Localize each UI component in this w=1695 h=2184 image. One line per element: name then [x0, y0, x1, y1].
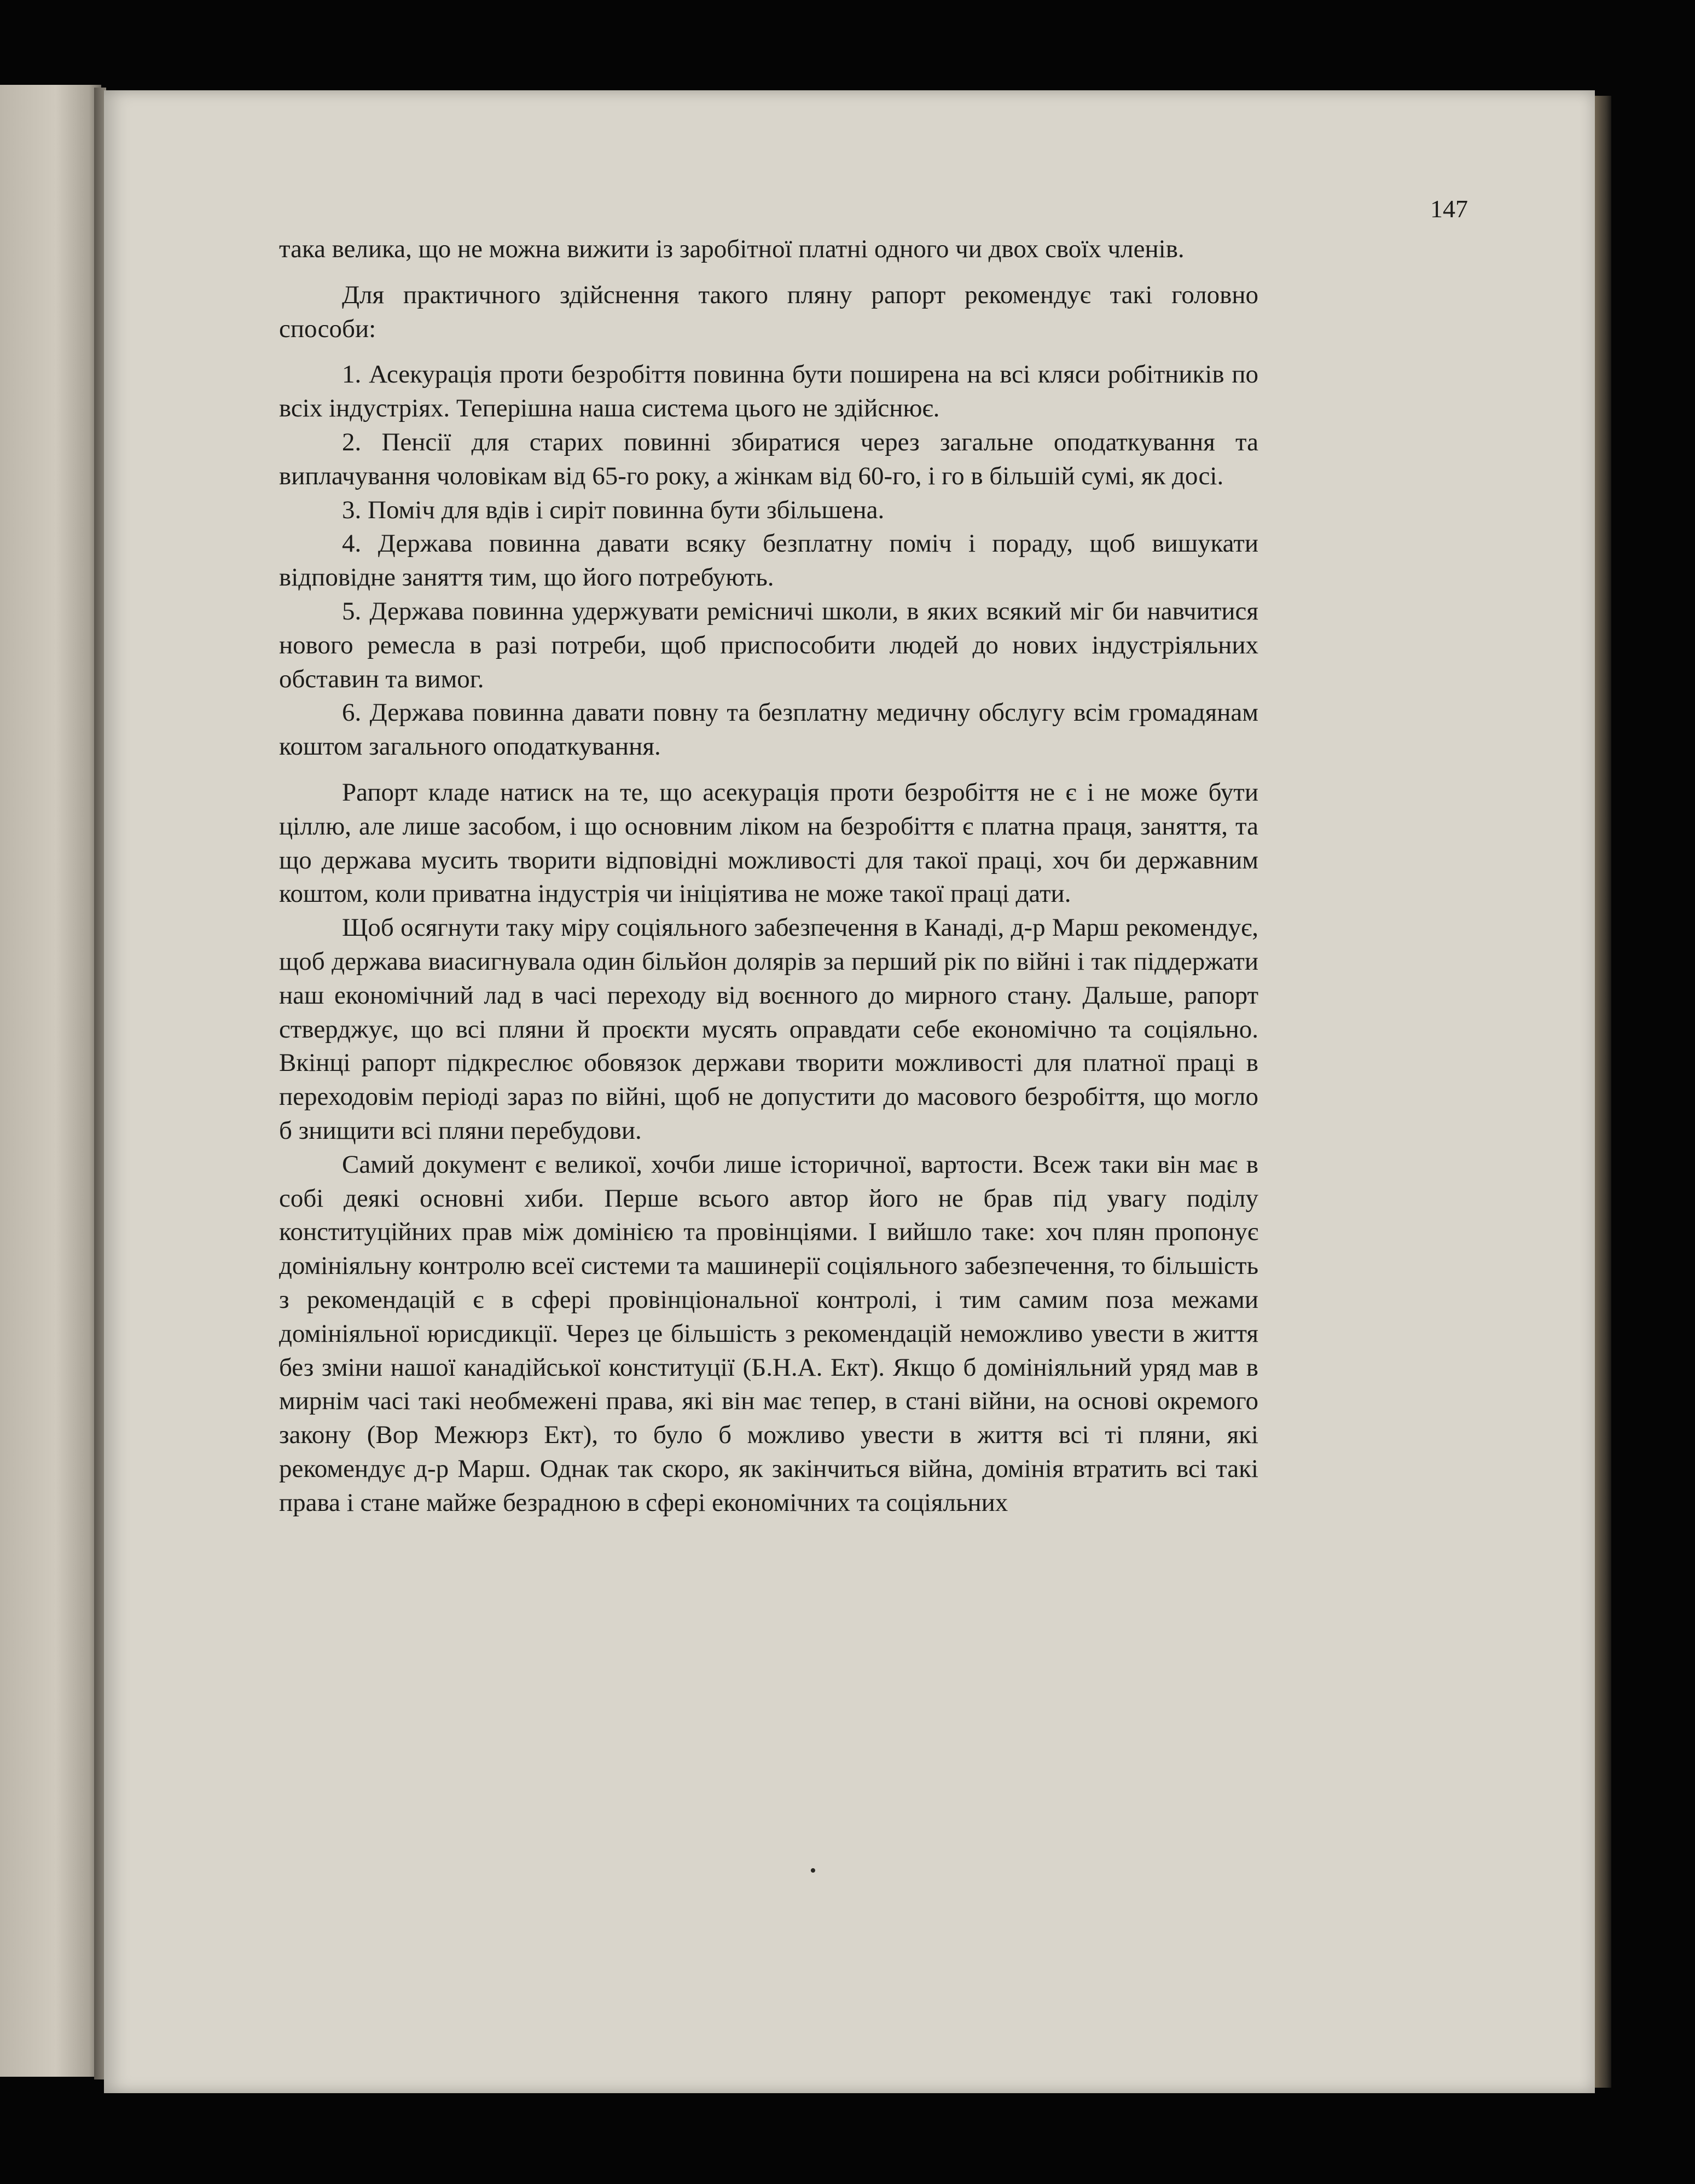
list-item-2: 2. Пенсії для старих повинні збиратися через загальне оподаткування та виплачування чоловікам від 65-го року, а жінкам від 60-го, і го в більшій сумі, як досі. — [279, 427, 1258, 490]
paragraph-report-emphasis: Рапорт кладе натиск на те, що асекурація проти безробіття не є і не може бути ціллю, але лише засобом, і що основним ліком на безробіття є платна праця, заняття, та що держава мусить творити відповідні можливості для такої праці, хоч би державним коштом, коли приватна індустрія чи ініціятива не може такої праці дати. — [279, 778, 1258, 908]
stray-mark: • — [810, 1861, 816, 1881]
page-text — [279, 233, 1258, 1520]
page-stack-edge — [1595, 96, 1611, 2088]
list-item-4: 4. Держава повинна давати всяку безплатну поміч і пораду, щоб вишукати відповідне заняття тим, що його потребують. — [279, 529, 1258, 592]
list-item-6: 6. Держава повинна давати повну та безплатну медичну обслугу всім громадянам коштом загального оподаткування. — [279, 698, 1258, 761]
paragraph-document-critique: Самий документ є великої, хочби лише історичної, вартости. Всеж таки він має в собі деякі основні хиби. Перше всього автор його не брав під увагу поділу конституційних прав між домінією та провінціями. І вийшло таке: хоч плян пропонує домініяльну контролю всеї системи та машинерії соціяльного забезпечення, то більшість з рекомендацій є в сфері провінціональної контролі, і тим самим поза межами домініяльної юрисдикції. Через це більшість з рекомендацій неможливо увести в життя без зміни нашої канадійської конституції (Б.Н.А. Ект). Якщо б домініяльний уряд мав в мирнім часі такі необмежені права, які він має тепер, в стані війни, на основі окремого закону (Вор Межюрз Ект), то було б можливо увести в життя всі ті пляни, які рекомендує д-р Марш. Однак так скоро, як закінчиться війна, домінія втратить всі такі права і стане майже безрадною в сфері економічних та соціяльних — [279, 1150, 1258, 1517]
list-item-5: 5. Держава повинна удержувати ремісничі школи, в яких всякий міг би навчитися нового ремесла в разі потреби, щоб приспособити людей до нових індустріяльних обставин та вимог. — [279, 596, 1258, 693]
paragraph-intro: Для практичного здійснення такого пляну рапорт рекомендує такі головно способи: — [279, 280, 1258, 343]
paragraph-marsh-recommendation: Щоб осягнути таку міру соціяльного забезпечення в Канаді, д-р Марш рекомендує, щоб держава виасигнувала один більйон долярів за перший рік по війні і так піддержати наш економічний лад в часі переходу від воєнного до мирного стану. Дальше, рапорт стверджує, що всі пляни й проєкти мусять оправдати себе економічно та соціяльно. Вкінці рапорт підкреслює обовязок держави творити можливості для платної праці в переходовім періоді зараз по війні, щоб не допустити до масового безробіття, що могло б знищити всі пляни перебудови. — [279, 913, 1258, 1145]
list-item-1: 1. Асекурація проти безробіття повинна бути поширена на всі кляси робітників по всіх індустріях. Теперішна наша система цього не здійснює. — [279, 360, 1258, 423]
page-number: 147 — [1430, 195, 1468, 223]
list-item-3: 3. Поміч для вдів і сиріт повинна бути збільшена. — [342, 495, 885, 524]
previous-page-edge — [0, 85, 101, 2077]
paragraph-continuation: така велика, що не можна вижити із заробітної платні одного чи двох своїх членів. — [279, 235, 1185, 263]
